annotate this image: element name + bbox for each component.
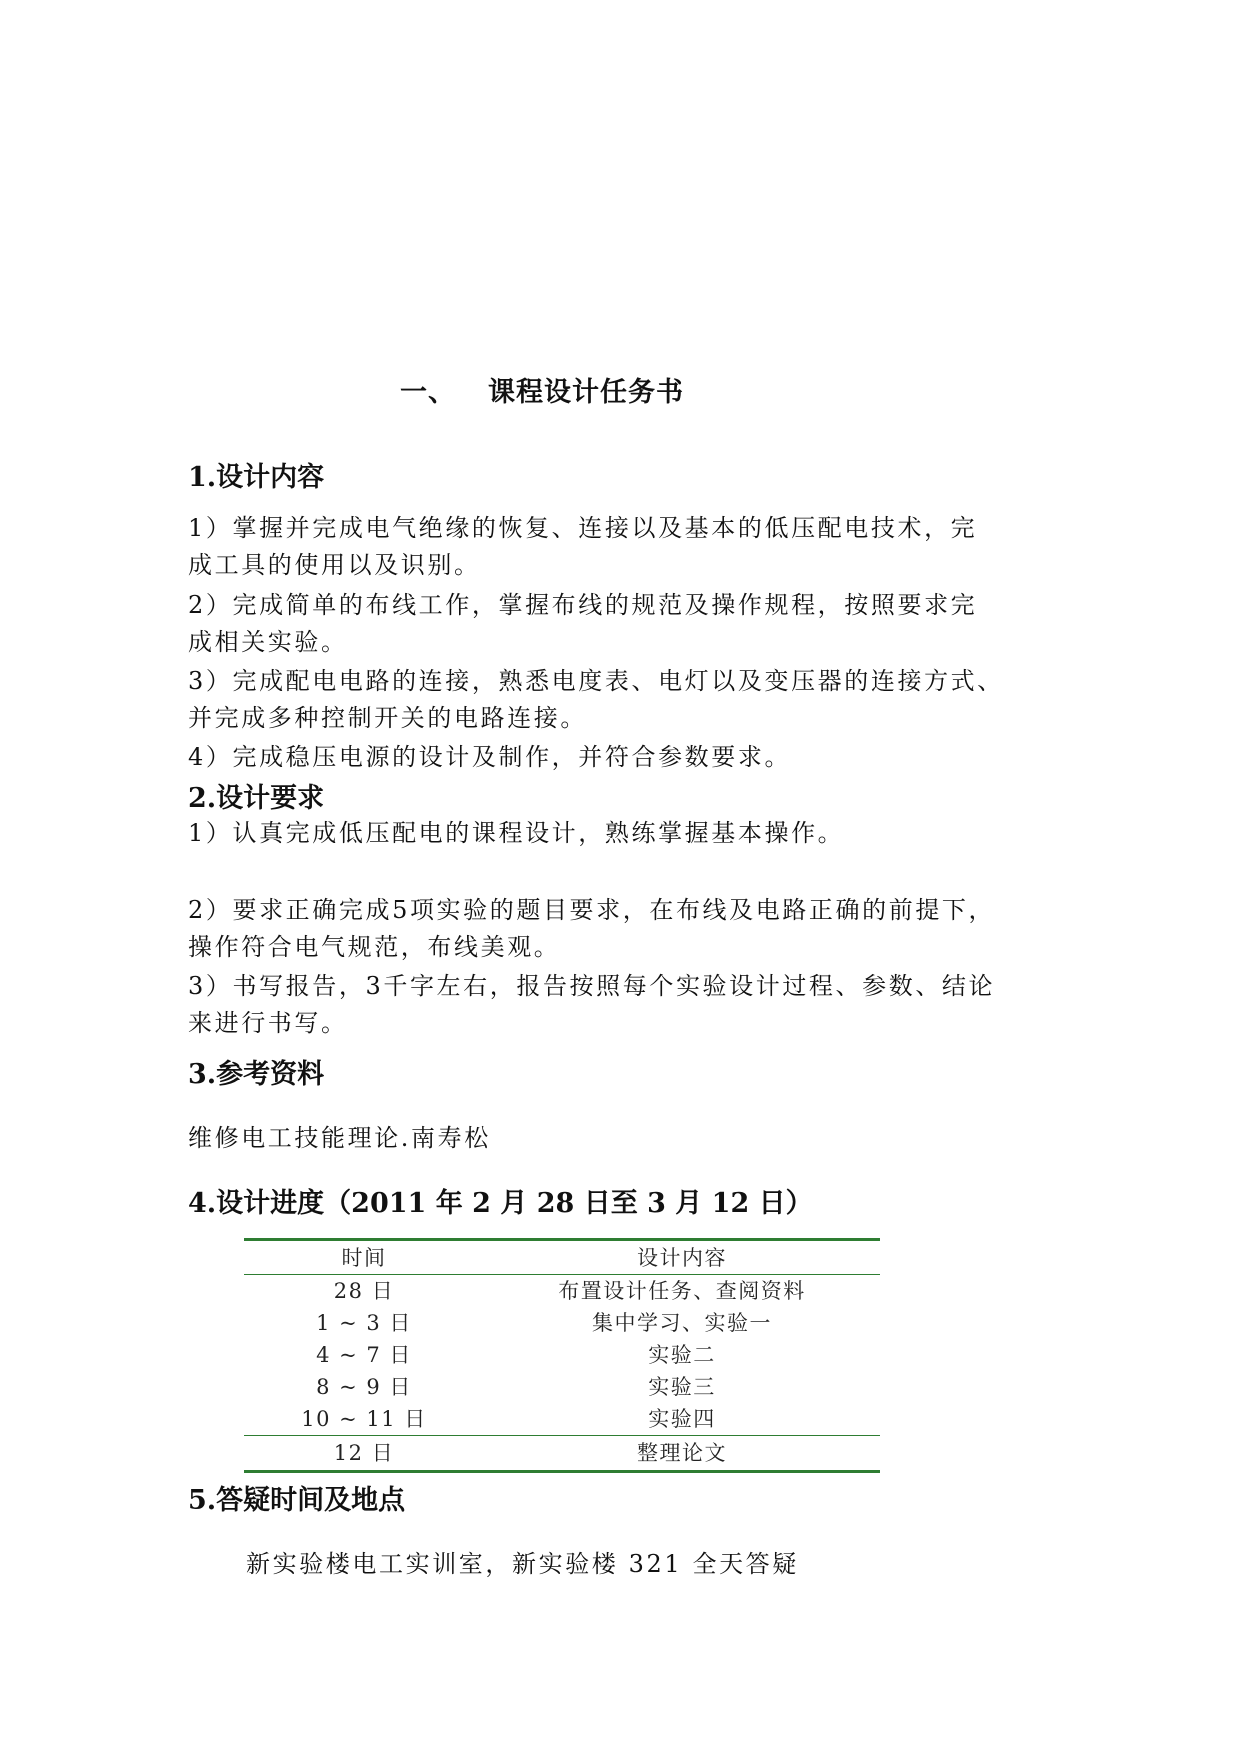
schedule-content-cell: 实验四 (648, 1407, 716, 1431)
schedule-content-cell: 整理论文 (484, 1436, 880, 1472)
title-number: 一、 (400, 377, 456, 408)
section-heading-content: 1.设计内容 (188, 462, 325, 493)
schedule-time-cell: 8 ~ 9 日 (316, 1375, 412, 1399)
schedule-header-content: 设计内容 (484, 1240, 880, 1275)
content-line-4: 成相关实验。 (188, 628, 348, 656)
schedule-time-cell: 4 ~ 7 日 (316, 1343, 412, 1367)
schedule-content-cell: 实验三 (648, 1375, 716, 1399)
table-row (244, 1339, 880, 1371)
table-row (244, 1307, 880, 1339)
table-row (244, 1275, 880, 1308)
section-heading-qa: 5.答疑时间及地点 (188, 1485, 406, 1516)
reference-item: 维修电工技能理论.南寿松 (188, 1124, 491, 1152)
section-heading-schedule: 4.设计进度（2011 年 2 月 28 日至 3 月 12 日） (188, 1188, 813, 1219)
content-line-3: 2）完成简单的布线工作，掌握布线的规范及操作规程，按照要求完 (188, 591, 978, 619)
section-heading-references: 3.参考资料 (188, 1059, 325, 1090)
schedule-time-cell: 10 ~ 11 日 (301, 1407, 427, 1431)
page-title (400, 370, 684, 409)
qa-line: 新实验楼电工实训室，新实验楼 321 全天答疑 (246, 1550, 799, 1578)
schedule-time-cell: 28 日 (333, 1279, 395, 1303)
schedule-content-cell: 实验二 (648, 1343, 716, 1367)
content-line-7: 4）完成稳压电源的设计及制作，并符合参数要求。 (188, 743, 792, 771)
schedule-content-cell: 布置设计任务、查阅资料 (558, 1279, 806, 1303)
table-row (244, 1436, 880, 1472)
schedule-content-cell: 集中学习、实验一 (592, 1311, 772, 1335)
schedule-header-row (244, 1240, 880, 1275)
section-heading-requirements: 2.设计要求 (188, 783, 325, 814)
requirements-line-1: 1）认真完成低压配电的课程设计，熟练掌握基本操作。 (188, 819, 845, 847)
schedule-header-time: 时间 (244, 1240, 484, 1275)
requirements-line-5: 来进行书写。 (188, 1009, 348, 1037)
table-row (244, 1371, 880, 1403)
requirements-line-3: 操作符合电气规范，布线美观。 (188, 933, 561, 961)
schedule-table (244, 1238, 880, 1473)
table-row (244, 1403, 880, 1436)
requirements-line-4: 3）书写报告，3千字左右，报告按照每个实验设计过程、参数、结论 (188, 972, 996, 1000)
content-line-6: 并完成多种控制开关的电路连接。 (188, 704, 587, 732)
content-line-5: 3）完成配电电路的连接，熟悉电度表、电灯以及变压器的连接方式、 (188, 667, 1004, 695)
content-line-2: 成工具的使用以及识别。 (188, 551, 481, 579)
schedule-time-cell: 1 ~ 3 日 (316, 1311, 412, 1335)
title-text: 课程设计任务书 (488, 377, 684, 408)
schedule-time-cell: 12 日 (244, 1436, 484, 1472)
content-line-1: 1）掌握并完成电气绝缘的恢复、连接以及基本的低压配电技术，完 (188, 514, 978, 542)
requirements-line-2: 2）要求正确完成5项实验的题目要求，在布线及电路正确的前提下， (188, 896, 996, 924)
